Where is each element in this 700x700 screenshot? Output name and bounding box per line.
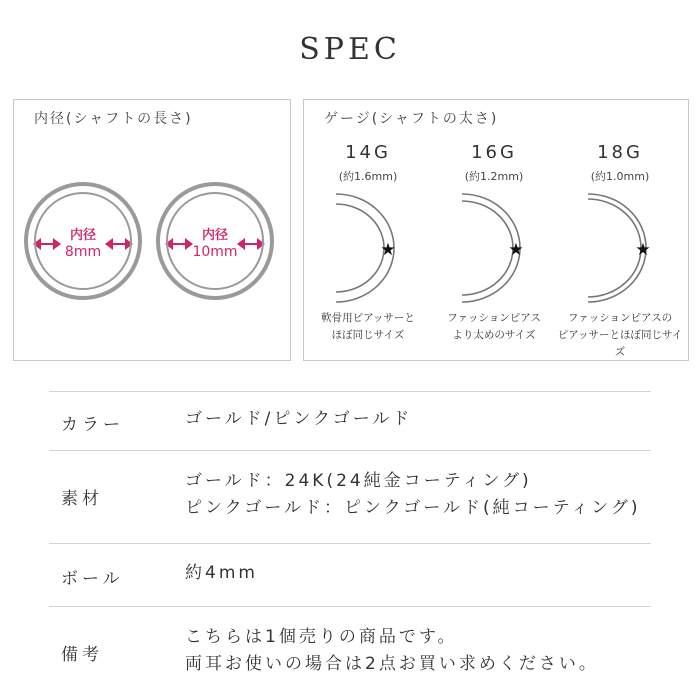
gauge-note [554, 310, 686, 361]
spec-value [185, 468, 641, 522]
spec-value-line: 約4mm [185, 563, 258, 583]
ring-size: 8mm [64, 244, 102, 260]
star-icon: ★ [380, 240, 396, 260]
gauge-16g [434, 142, 554, 352]
spec-row-notes [49, 606, 651, 696]
spec-value-line: 両耳お使いの場合は2点お買い求めください。 [185, 654, 599, 674]
gauge-note-line2: ほぼ同じサイズ [331, 329, 405, 341]
arrow-left-icon [34, 243, 60, 245]
gauge-note-line2: ピアッサーとほぼ同じサイズ [557, 329, 683, 358]
shaft-arc-icon [578, 192, 662, 306]
ring-label: 内径 [201, 228, 228, 243]
gauge-18g [557, 142, 683, 358]
ring-8mm [24, 182, 142, 300]
gauge-heading: ゲージ(シャフトの太さ) [324, 111, 499, 127]
star-icon: ★ [508, 240, 524, 260]
ring-size: 10mm [192, 244, 238, 260]
gauge-note [302, 310, 434, 344]
arrow-left-icon [166, 243, 192, 245]
gauge-note-line2: より太めのサイズ [452, 329, 536, 341]
spec-row-ball [49, 543, 651, 606]
spec-value [185, 560, 258, 587]
page-title: SPEC [299, 32, 401, 67]
spec-value [185, 406, 412, 433]
spec-key: 素材 [61, 489, 103, 509]
star-icon: ★ [635, 240, 651, 260]
spec-key: 備考 [61, 645, 103, 665]
spec-value-line: こちらは1個売りの商品です。 [185, 627, 458, 647]
spec-value [185, 624, 599, 678]
spec-value-line: ゴールド：24K(24純金コーティング) [185, 471, 532, 491]
inner-diameter-heading: 内径(シャフトの長さ) [34, 111, 193, 127]
spec-value-line: ピンクゴールド：ピンクゴールド(純コーティング) [185, 498, 641, 518]
gauge-panel [303, 99, 689, 361]
gauge-name: 16G [471, 142, 517, 163]
arrow-right-icon [106, 243, 132, 245]
ring-label: 内径 [69, 228, 96, 243]
spec-row-material [49, 450, 651, 543]
gauge-mm: (約1.6mm) [338, 170, 398, 183]
gauge-mm: (約1.0mm) [590, 170, 650, 183]
gauge-note-line1: ファッションピアス [447, 312, 541, 324]
inner-diameter-panel [13, 99, 291, 361]
spec-table [49, 391, 651, 696]
gauge-name: 18G [597, 142, 643, 163]
gauge-note-line1: 軟骨用ピアッサーと [321, 312, 415, 324]
spec-key: カラー [61, 415, 124, 435]
gauge-note [428, 310, 560, 344]
arrow-right-icon [238, 243, 264, 245]
ring-10mm [156, 182, 274, 300]
shaft-arc-icon [452, 192, 536, 306]
gauge-name: 14G [345, 142, 391, 163]
spec-row-color [49, 391, 651, 450]
gauge-14g [308, 142, 428, 352]
shaft-arc-icon [326, 192, 410, 306]
gauge-note-line1: ファッションピアスの [567, 312, 673, 324]
gauge-mm: (約1.2mm) [464, 170, 524, 183]
spec-value-line: ゴールド/ピンクゴールド [185, 409, 413, 429]
spec-key: ボール [61, 569, 124, 589]
